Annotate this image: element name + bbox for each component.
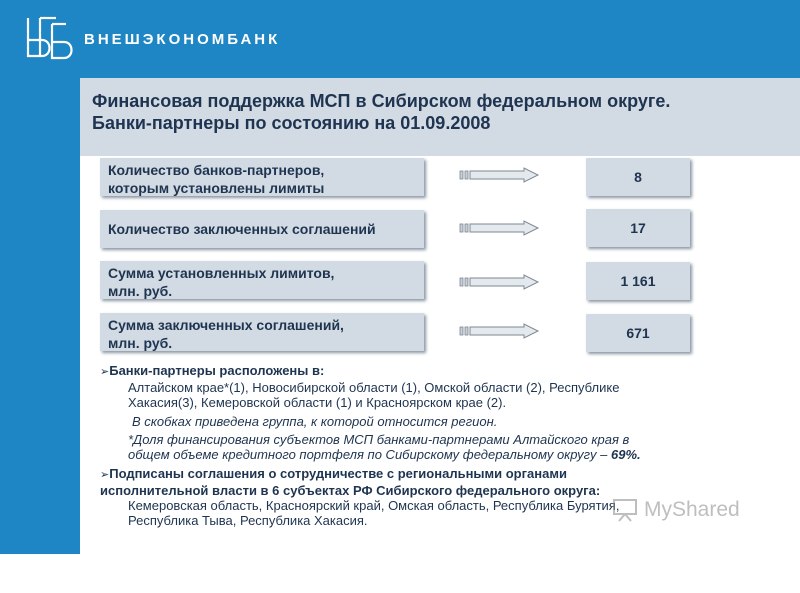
brand-name: ВНЕШЭКОНОМБАНК — [84, 31, 281, 48]
bullet-partner-banks-text — [128, 380, 619, 410]
metric-label-limits-sum — [100, 261, 424, 299]
bullet-agreements-text — [128, 498, 619, 528]
group-note: В скобках приведена группа, к которой относится регион. — [132, 414, 498, 429]
metric-label-line: Количество банков-партнеров, — [108, 162, 325, 178]
bullet-heading-text: Подписаны соглашения о сотрудничестве с региональными органами — [109, 466, 567, 481]
watermark — [612, 496, 772, 526]
text-line — [128, 447, 641, 462]
text-line: *Доля финансирования субъектов МСП банками-партнерами Алтайского края в — [128, 432, 630, 447]
metric-value-partner-banks: 8 — [586, 158, 690, 196]
text-line: исполнительной власти в 6 субъектах РФ Сибирского федерального округа: — [100, 483, 601, 498]
text-line: Республика Тыва, Республика Хакасия. — [128, 513, 368, 528]
metric-label-line: Сумма заключенных соглашений, — [108, 317, 344, 333]
metric-value-agreements: 17 — [586, 209, 690, 247]
metric-label-agreements-sum — [100, 313, 424, 351]
metric-value-limits-sum: 1 161 — [586, 262, 690, 300]
veb-monogram-icon — [22, 10, 74, 66]
title-panel — [80, 78, 800, 156]
text-line — [100, 466, 600, 483]
metric-label-line: которым установлены лимиты — [108, 180, 325, 196]
arrow-right-icon — [458, 274, 540, 290]
arrow-right-icon — [458, 323, 540, 339]
bullet-partner-banks-heading — [100, 363, 324, 380]
metric-label-agreements: Количество заключенных соглашений — [100, 210, 424, 248]
watermark-text: MyShared — [644, 498, 740, 521]
bullet-heading-text: Банки-партнеры расположены в: — [109, 363, 325, 378]
metric-label-line: млн. руб. — [108, 335, 173, 351]
bullet-agreements-heading — [100, 466, 600, 498]
arrow-bullet-icon: ➢ — [100, 469, 110, 481]
arrow-right-icon — [458, 220, 540, 236]
arrow-right-icon — [458, 167, 540, 183]
header-bar — [0, 0, 800, 78]
slide-title — [92, 90, 670, 134]
metric-label-line: Сумма установленных лимитов, — [108, 265, 335, 281]
arrow-bullet-icon: ➢ — [100, 366, 110, 378]
text-line: Хакасия(3), Кемеровской области (1) и Красноярском крае (2). — [128, 395, 507, 410]
metric-label-line: млн. руб. — [108, 283, 173, 299]
left-sidebar — [0, 78, 80, 593]
altai-share-value: 69%. — [610, 447, 641, 462]
text-line: Алтайском крае*(1), Новосибирской области (1), Омской области (2), Республике — [128, 380, 620, 395]
page-number: 15 — [24, 576, 41, 593]
slide-title-line1: Финансовая поддержка МСП в Сибирском федеральном округе. — [92, 91, 671, 111]
presentation-board-icon — [612, 498, 638, 522]
text-line: Кемеровская область, Красноярский край, Омская область, Республика Бурятия, — [128, 498, 620, 513]
slide-title-line2: Банки-партнеры по состоянию на 01.09.2008 — [92, 113, 491, 133]
metric-label-partner-banks — [100, 158, 424, 196]
altai-share-footnote — [128, 432, 641, 462]
footnote-text: общем объеме кредитного портфеля по Сибирскому федеральному округу – — [128, 447, 611, 462]
metric-value-agreements-sum: 671 — [586, 314, 690, 352]
